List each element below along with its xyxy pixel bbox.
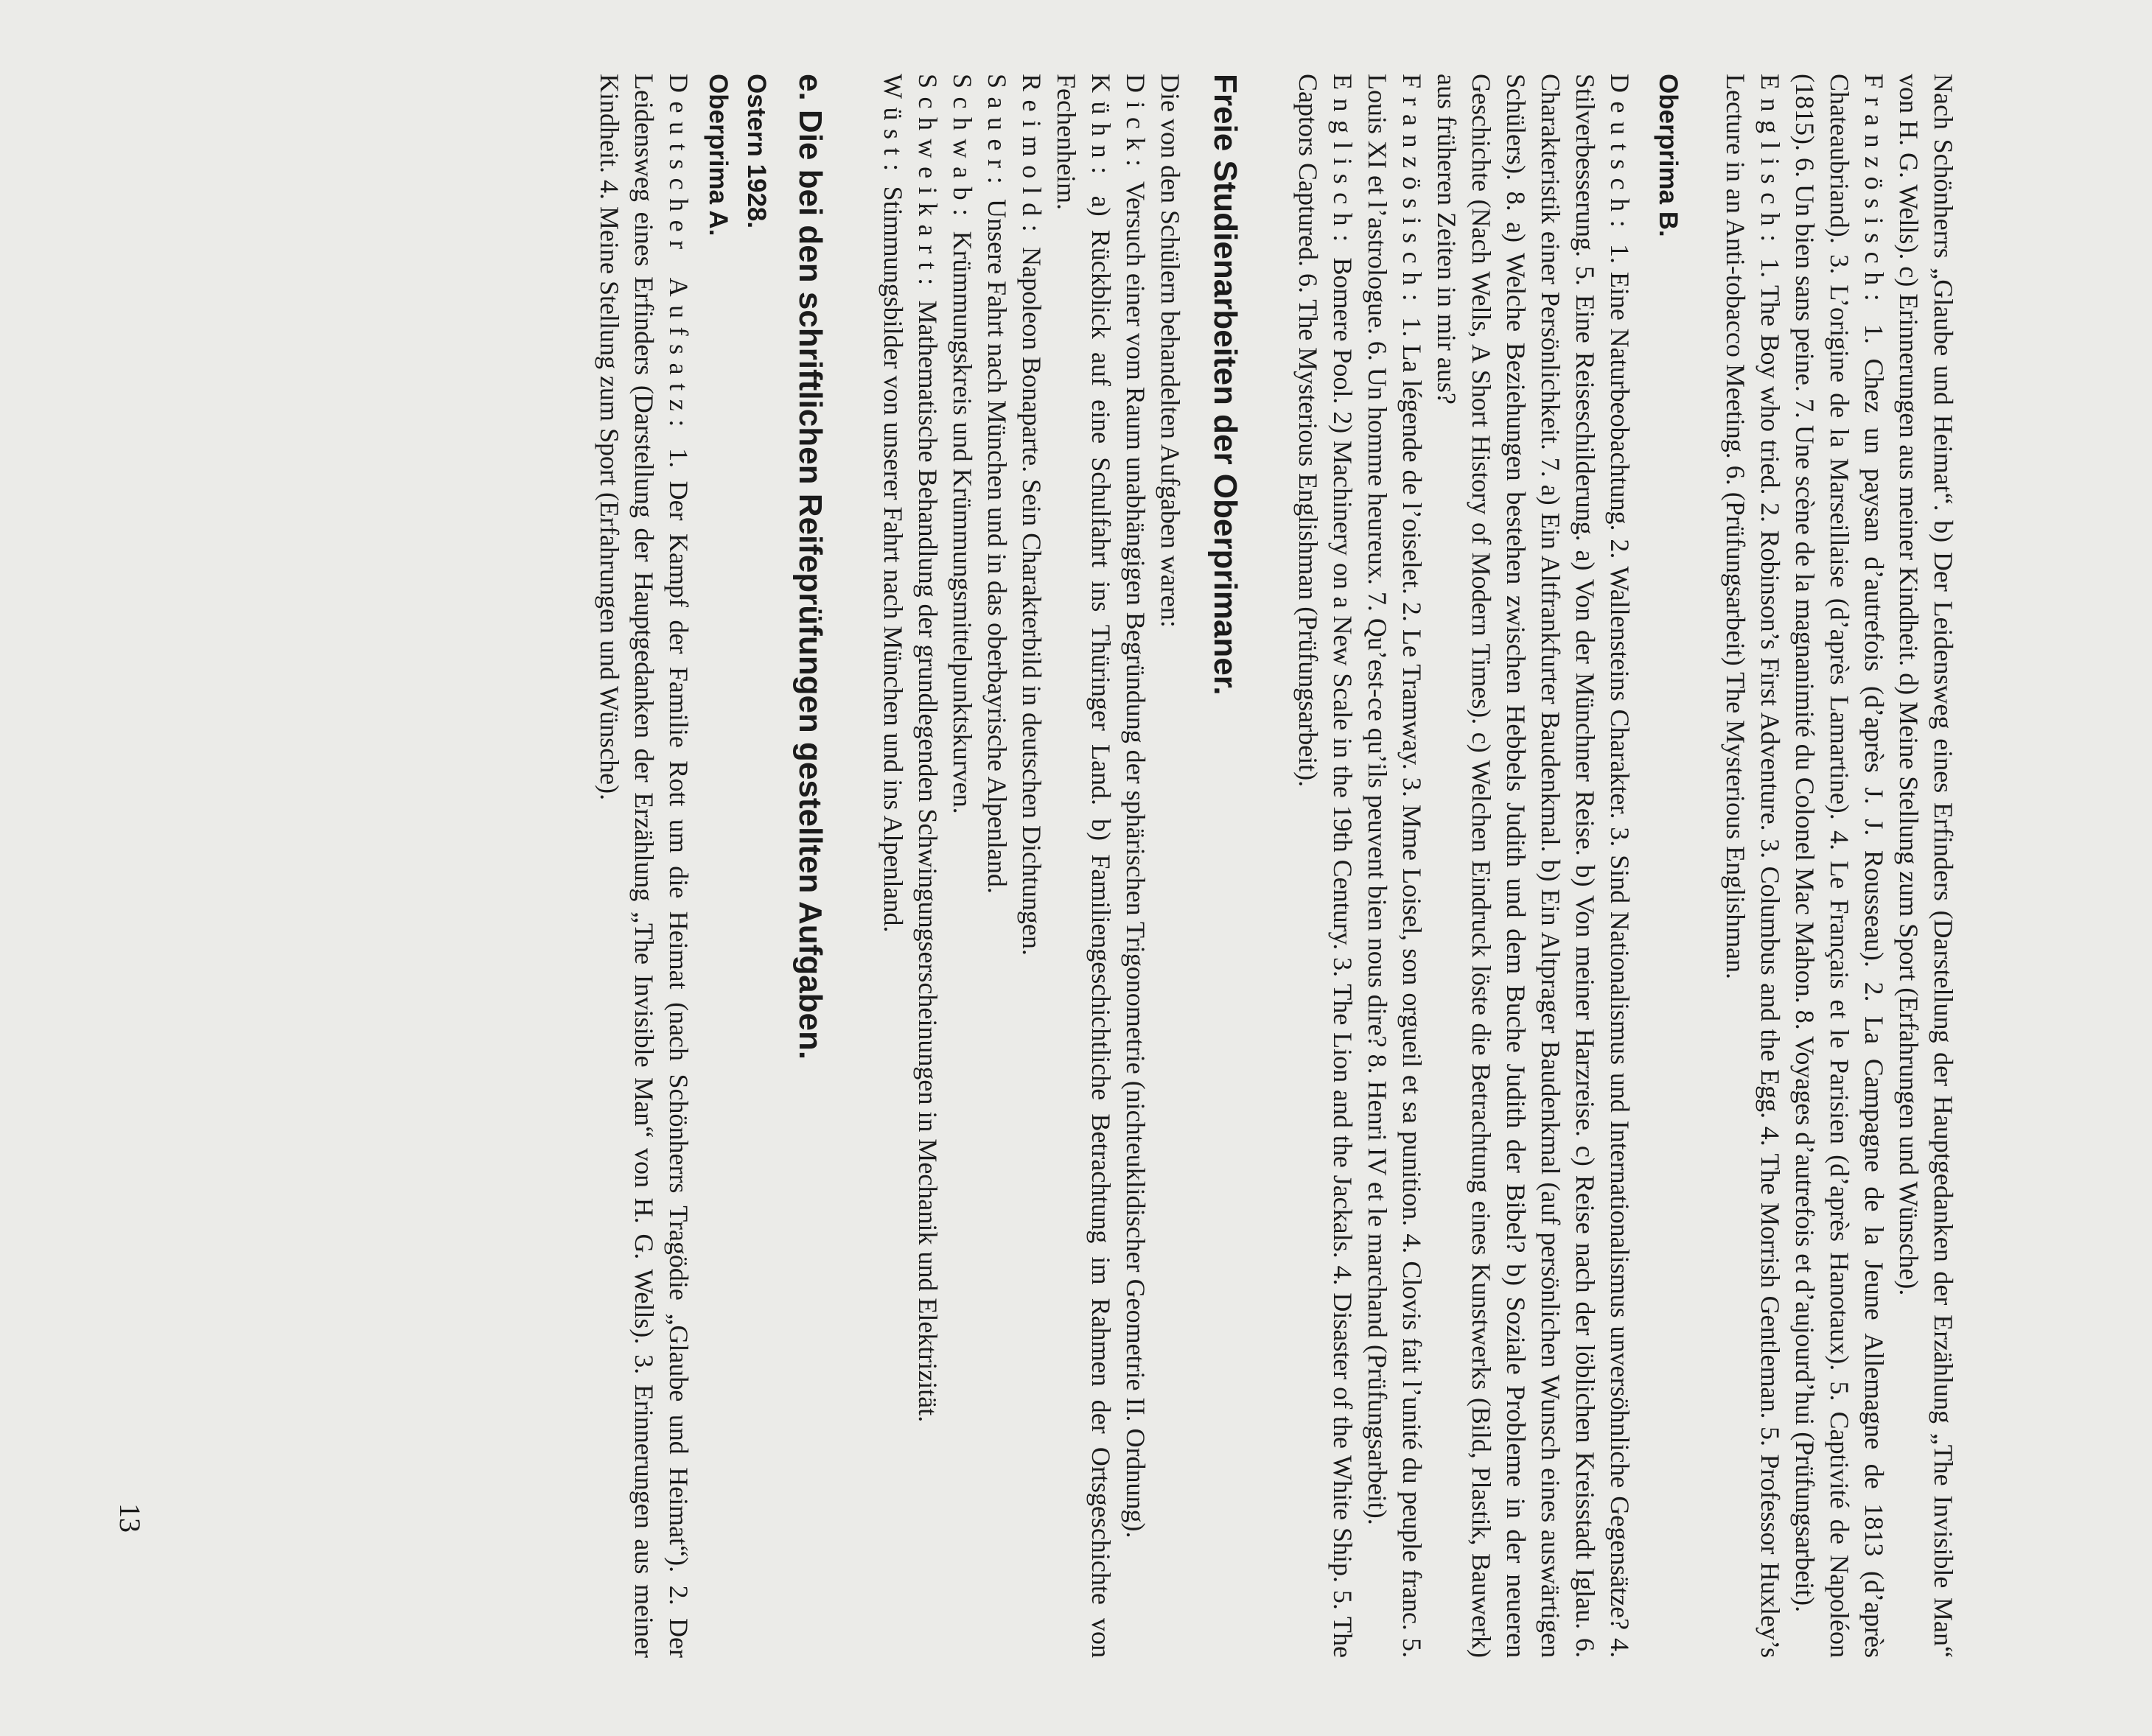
paragraph-englisch-a bbox=[1718, 74, 1787, 1658]
list-item bbox=[1118, 74, 1153, 1658]
list-item bbox=[945, 74, 979, 1658]
paragraph-text: Bomere Pool. 2) Machinery on a New Scale in the 19th Century. 3. The Lion and the Jackals. 4. Disaster of the White Ship. 5. The Captors Captured. 6. The Mysterious Englishman (Prüfungsarbeit). bbox=[1293, 74, 1358, 1658]
paragraph-text: 1. Der Kampf der Familie Rott um die Heimat (nach Schönherrs Tragödie „Glaube und Heimat“). 2. Der Leidensweg eines Erfinders (Darstellung der Hauptgedanken der Erzählung „The Invisible Man“ von H. G. Wells). 3. Erinnerungen aus meiner Kindheit. 4. Meine Stellung zum Sport (Erfahrungen und Wünsche). bbox=[595, 74, 694, 1658]
studien-intro: Die von den Schülern behandelten Aufgaben waren: bbox=[1156, 74, 1185, 628]
subject-label: Englisch: bbox=[1756, 74, 1785, 251]
student-name: Wüst: bbox=[878, 74, 908, 180]
paragraph-text: 1. The Boy who tried. 2. Robinson’s First Adventure. 3. Columbus and the Egg. 4. The Morrish Gentleman. 5. Professor Huxley’s Lecture in an Anti-tobacco Meeting. 6. (Prüfungsarbeit) The Mysterious Englishman. bbox=[1721, 74, 1785, 1658]
list-item bbox=[1049, 74, 1118, 1658]
student-name: Reimold: bbox=[1017, 74, 1047, 241]
student-name: Schwab: bbox=[948, 74, 977, 225]
student-topic: Mathematische Behandlung der grundlegenden Schwingungserscheinungen in Mechanik und Elektrizität. bbox=[913, 293, 943, 1423]
student-topic: Krümmungskreis und Krümmungsmittelpunktskurven. bbox=[948, 224, 977, 814]
list-item bbox=[910, 74, 945, 1658]
intro-text: Nach Schönherrs „Glaube und Heimat“. b) Der Leidensweg eines Erfinders (Darstellung der Hauptgedanken der Erzählung „The Invisible Man“ von H. G. Wells). c) Erinnerungen aus meiner Kindheit. d) Meine Stellung zum Sport (Erfahrungen und Wünsche). bbox=[1894, 74, 1958, 1658]
student-name: Dick: bbox=[1121, 74, 1150, 175]
paragraph-deutsch-b bbox=[1429, 74, 1637, 1658]
subject-label: Französisch: bbox=[1397, 74, 1427, 310]
paragraph-franzoesisch-b bbox=[1360, 74, 1429, 1658]
heading-oberprima-b: Oberprima B. bbox=[1654, 74, 1683, 237]
student-name: Sauer: bbox=[982, 74, 1012, 193]
student-topic: Stimmungsbilder von unserer Fahrt nach München und ins Alpenland. bbox=[878, 179, 908, 933]
paragraph-text: 1. Eine Naturbeobachtung. 2. Wallensteins Charakter. 3. Sind Nationalismus und Internationalismus unversöhnliche Gegensätze? 4. Stilverbesserung. 5. Eine Reiseschilderung. a) Von der Münchner Reise. b) Von meiner Harzreise. c) Reise nach der löblichen Kreisstadt Iglau. 6. Charakteristik einer Persönlichkeit. 7. a) Ein Altfrankfurter Baudenkmal. b) Ein Altprager Baudenkmal (auf persönlichen Wunsch eines auswärtigen Schülers). 8. a) Welche Beziehungen bestehen zwischen Hebbels Judith und dem Buche Judith der Bibel? b) Soziale Probleme in der neueren Geschichte (Nach Wells, A Short History of Modern Times). c) Welchen Eindruck löste die Betrachtung eines Kunstwerks (Bild, Plastik, Bauwerk) aus früheren Zeiten in mir aus? bbox=[1432, 74, 1635, 1658]
subject-label: Französisch: bbox=[1859, 74, 1889, 310]
studien-list bbox=[876, 74, 1153, 1658]
student-name: Schweikart: bbox=[913, 74, 943, 294]
heading-freie-studienarbeiten: Freie Studienarbeiten der Oberprimaner. bbox=[1207, 74, 1243, 696]
student-topic: Versuch einer vom Raum unabhängigen Begründung der sphärischen Trigonometrie (nichteuklidischer Geometrie II. Ordnung). bbox=[1121, 175, 1150, 1539]
paragraph-text: 1. Chez un paysan d’autrefois (d’après J. J. Rousseau). 2. La Campagne de la Jeune Allemagne de 1813 (d’après Chateaubriand). 3. L’origine de la Marseillaise (d’après Lamartine). 4. Le Français et le Parisien (d’après Hanotaux). 5. Captivité de Napoléon (1815). 6. Un bien sans peine. 7. Une scène de la magnanimité du Colonel Mac Mahon. 8. Voyages d’autrefois et d’aujourd’hui (Prüfungsarbeit). bbox=[1790, 74, 1889, 1658]
subject-label: Deutscher Aufsatz: bbox=[664, 74, 694, 435]
page-number: 13 bbox=[113, 1503, 147, 1533]
student-name: Kühn: bbox=[1086, 74, 1116, 183]
subject-label: Englisch: bbox=[1328, 74, 1358, 251]
list-item bbox=[876, 74, 910, 1658]
paragraph-deutscher-aufsatz bbox=[592, 74, 696, 1658]
paragraph-englisch-b bbox=[1290, 74, 1360, 1658]
student-topic: a) Rückblick auf eine Schulfahrt ins Thüringer Land. b) Familiengeschichtliche Betrachtung im Rahmen der Ortsgeschichte von Fechenheim. bbox=[1052, 74, 1116, 1658]
intro-paragraph bbox=[1891, 74, 1960, 1658]
subject-label: Deutsch: bbox=[1605, 74, 1635, 237]
heading-oberprima-a: Oberprima A. bbox=[704, 74, 733, 237]
list-item bbox=[979, 74, 1014, 1658]
paragraph-text: 1. La légende de l’oiselet. 2. Le Tramway. 3. Mme Loisel, son orgueil et sa punition. 4. Clovis fait l’unité du peuple franc. 5. Louis XI et l’astrologue. 6. Un homme heureux. 7. Qu’est-ce qu’ils peuvent bien nous dire? 8. Henri IV et le marchand (Prüfungsarbeit). bbox=[1363, 74, 1427, 1658]
list-item bbox=[1014, 74, 1049, 1658]
paragraph-franzoesisch-a bbox=[1787, 74, 1891, 1658]
student-topic: Unsere Fahrt nach München und in das oberbayrische Alpenland. bbox=[982, 192, 1012, 894]
heading-ostern: Ostern 1928. bbox=[742, 74, 771, 229]
student-topic: Napoleon Bonaparte. Sein Charakterbild in deutschen Dichtungen. bbox=[1017, 240, 1047, 956]
text-column bbox=[592, 74, 1960, 1658]
heading-reifepruefungen: e. Die bei den schriftlichen Reifeprüfungen gestellten Aufgaben. bbox=[792, 74, 828, 1060]
